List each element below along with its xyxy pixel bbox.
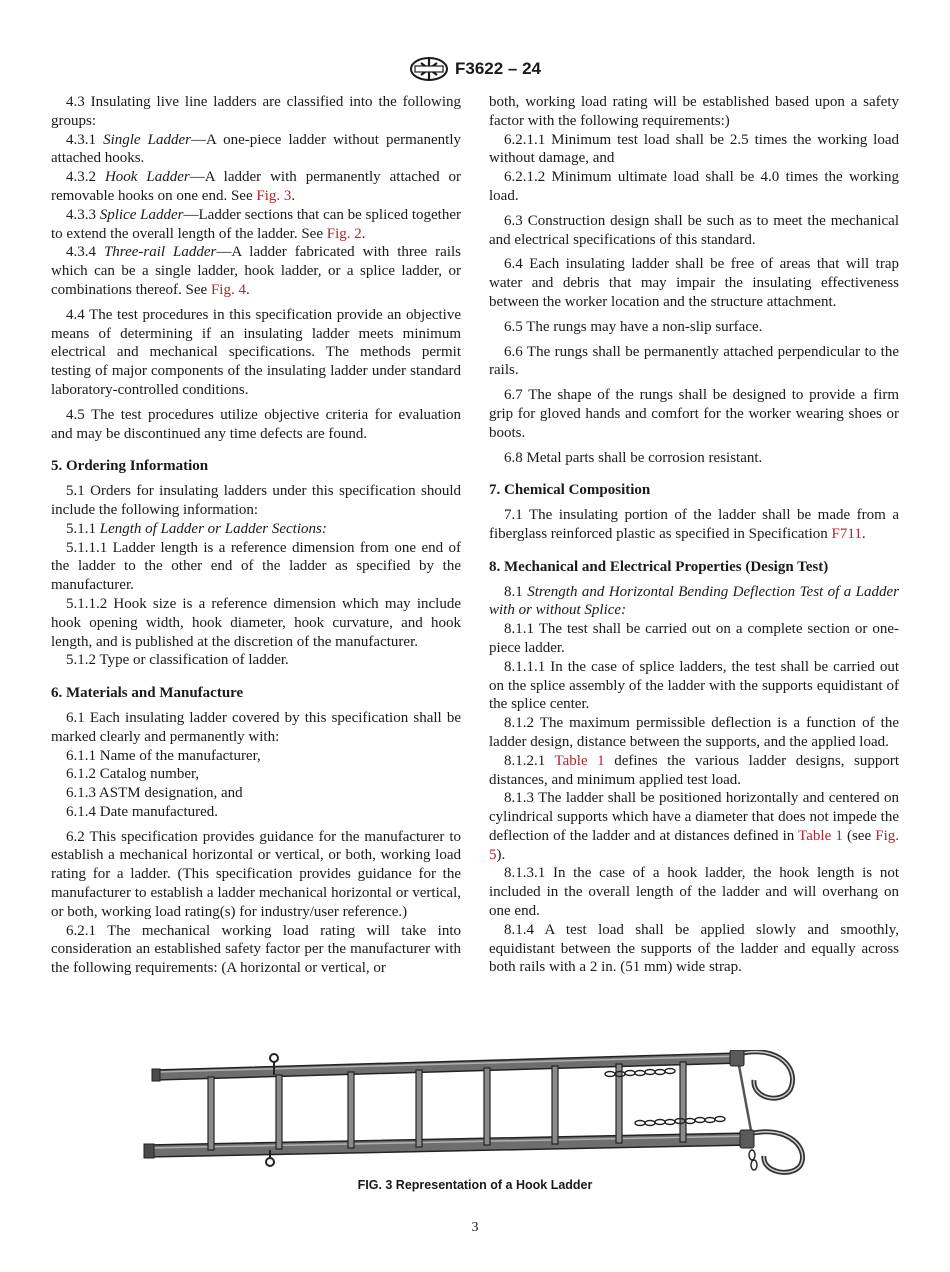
para-6-1-4: 6.1.4 Date manufactured. xyxy=(66,803,219,820)
para-6-5: 6.5 The rungs may have a non-slip surface. xyxy=(504,318,763,335)
para-6-4: 6.4 Each insulating ladder shall be free of areas that will trap water and debris that may impair the insulating effectiveness between the worker location and the structure attachment. xyxy=(489,256,899,310)
para-6-1-2: 6.1.2 Catalog number, xyxy=(66,766,200,783)
para-4-4: 4.4 The test procedures in this specification provide an objective means of determining if an insulating ladder meets minimum electrical and mechanical specifications. The methods permit testing of major components of the insulating ladder under standard laboratory-controlled conditions. xyxy=(51,306,461,398)
left-column xyxy=(51,93,461,978)
para-8-1: 8.1 Strength and Horizontal Bending Deflection Test of a Ladder with or without Splice: xyxy=(489,583,899,619)
astm-logo-icon xyxy=(409,56,449,82)
para-7-1: 7.1 The insulating portion of the ladder shall be made from a fiberglass reinforced plastic as specified in Specification F711. xyxy=(489,507,899,542)
para-6-2-1-2: 6.2.1.2 Minimum ultimate load shall be 4.0 times the working load. xyxy=(489,169,899,204)
para-6-8: 6.8 Metal parts shall be corrosion resistant. xyxy=(504,449,763,466)
fig5-link[interactable]: Fig. 5 xyxy=(489,827,899,863)
para-6-2-1-cont: both, working load rating will be established based upon a safety factor with the following requirements:) xyxy=(489,94,899,129)
section-8-heading: 8. Mechanical and Electrical Properties (Design Test) xyxy=(489,558,829,575)
para-4-3-2: 4.3.2 Hook Ladder—A ladder with permanently attached or removable hooks on one end. See Fig. 3. xyxy=(51,169,462,204)
para-4-3-1: 4.3.1 Single Ladder—A one-piece ladder without permanently attached hooks. xyxy=(51,131,461,167)
para-8-1-1: 8.1.1 The test shall be carried out on a complete section or one-piece ladder. xyxy=(489,621,899,656)
para-5-1-1-2: 5.1.1.2 Hook size is a reference dimension which may include hook opening width, hook diameter, hook curvature, and hook length, and is published at the discretion of the manufacturer. xyxy=(51,595,461,650)
para-6-3: 6.3 Construction design shall be such as to meet the mechanical and electrical specifications of this standard. xyxy=(489,212,899,248)
f711-link[interactable]: F711 xyxy=(831,525,862,542)
figure-caption: FIG. 3 Representation of a Hook Ladder xyxy=(357,1178,593,1192)
para-8-1-4: 8.1.4 A test load shall be applied slowly and smoothly, equidistant between the supports of the ladder and equally across both rails with a 2 in. (51 mm) wide strap. xyxy=(489,921,899,976)
para-4-3: 4.3 Insulating live line ladders are classified into the following groups: xyxy=(51,94,461,129)
para-5-1-1-1: 5.1.1.1 Ladder length is a reference dimension from one end of the ladder to the other end of the ladder as specified by the manufacturer. xyxy=(51,539,461,594)
para-5-1: 5.1 Orders for insulating ladders under this specification should include the following information: xyxy=(51,483,461,518)
para-8-1-2-1: 8.1.2.1 Table 1 defines the various ladder designs, support distances, and minimum applied test load. xyxy=(489,752,899,788)
para-6-2-1: 6.2.1 The mechanical working load rating will take into consideration an established safety factor per the manufacturer with the following requirements: (A horizontal or vertical, or xyxy=(51,922,461,977)
section-5-heading: 5. Ordering Information xyxy=(51,458,209,475)
para-6-7: 6.7 The shape of the rungs shall be designed to provide a firm grip for gloved hands and comfort for the worker wearing shoes or boots. xyxy=(489,387,899,441)
para-8-1-2: 8.1.2 The maximum permissible deflection is a function of the ladder design, distance between the supports, and the applied load. xyxy=(489,715,899,750)
para-8-1-3: 8.1.3 The ladder shall be positioned horizontally and centered on cylindrical supports which have a diameter that does not impede the deflection of the ladder and at distances defined in Table 1 (see Fig. 5). xyxy=(489,790,899,863)
para-4-3-3: 4.3.3 Splice Ladder—Ladder sections that can be spliced together to extend the overall length of the ladder. See Fig. 2. xyxy=(51,206,461,242)
para-4-5: 4.5 The test procedures utilize objective criteria for evaluation and may be discontinued any time defects are found. xyxy=(51,406,461,442)
page-header xyxy=(0,56,950,82)
hook-ladder-illustration xyxy=(140,1050,810,1175)
para-5-1-1: 5.1.1 Length of Ladder or Ladder Sections: xyxy=(66,520,327,537)
section-6-heading: 6. Materials and Manufacture xyxy=(51,685,244,702)
fig3-link[interactable]: Fig. 3 xyxy=(256,187,292,204)
document-designation: F3622 – 24 xyxy=(454,59,541,78)
right-column xyxy=(489,93,899,977)
para-4-3-4: 4.3.4 Three-rail Ladder—A ladder fabricated with three rails which can be a single ladder, hook ladder, or a splice ladder, or combinations thereof. See Fig. 4. xyxy=(51,244,461,298)
para-6-1-1: 6.1.1 Name of the manufacturer, xyxy=(66,747,261,764)
para-6-1-3: 6.1.3 ASTM designation, and xyxy=(66,785,243,802)
para-6-6: 6.6 The rungs shall be permanently attached perpendicular to the rails. xyxy=(489,343,899,379)
fig4-link[interactable]: Fig. 4 xyxy=(210,281,246,298)
table1-link[interactable]: Table 1 xyxy=(554,752,605,769)
table1-link-2[interactable]: Table 1 xyxy=(798,827,843,844)
fig2-link[interactable]: Fig. 2 xyxy=(326,225,362,242)
para-6-2: 6.2 This specification provides guidance for the manufacturer to establish a mechanical horizontal or vertical, or both, working load rating for a ladder. (This specification provides guidance for the manufacturer to establish a ladder mechanical horizontal or vertical, or both, working load rating(s) for industry/user reference.) xyxy=(51,828,461,920)
para-8-1-3-1: 8.1.3.1 In the case of a hook ladder, the hook length is not included in the overall length of the ladder and will overhang on one end. xyxy=(489,865,899,920)
section-7-heading: 7. Chemical Composition xyxy=(489,482,651,499)
para-6-2-1-1: 6.2.1.1 Minimum test load shall be 2.5 times the working load without damage, and xyxy=(489,131,899,167)
para-6-1: 6.1 Each insulating ladder covered by this specification shall be marked clearly and permanently with: xyxy=(51,709,461,745)
para-5-1-2: 5.1.2 Type or classification of ladder. xyxy=(66,652,289,669)
para-8-1-1-1: 8.1.1.1 In the case of splice ladders, the test shall be carried out on the splice assembly of the ladder with the supports equidistant of the splice center. xyxy=(489,658,899,713)
page-number: 3 xyxy=(471,1220,479,1235)
